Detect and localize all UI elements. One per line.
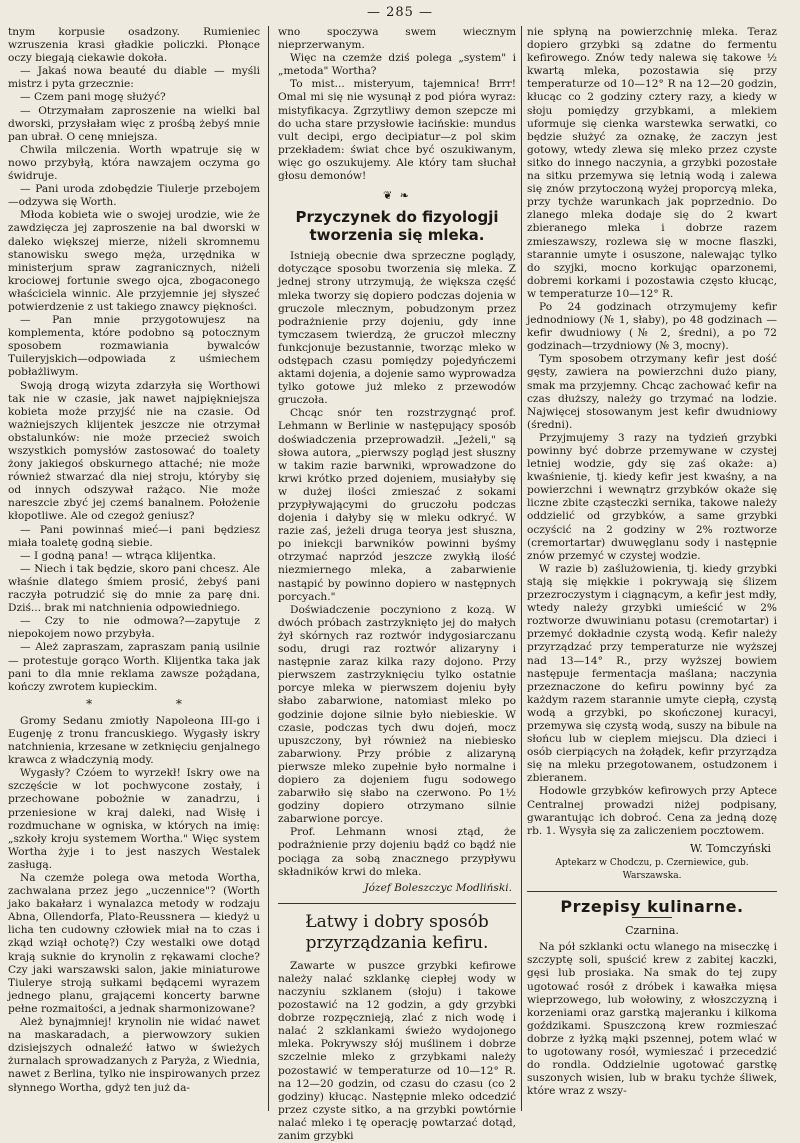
paragraph: — Pani uroda zdobędzie Tiulerje przebojem—odzywa się Worth. [8, 183, 260, 209]
paragraph: Wygasły? Czóem to wyrzekł! Iskry owe na szczęście w lot pochwycone zostały, i przechowane pobożnie w zanadrzu, i przeniesione w kraj daleki, nad Wisłę i rozdmuchane w ogniska, w których na imię: „szkoły kroju systemem Wortha." Więc system Wortha żyje i to jest naszych Westalek zasługą. [8, 767, 260, 871]
article-title-kefir: Łatwy i dobry sposób przyrządzania kefiru. [305, 911, 489, 953]
paragraph: — Czem pani mogę służyć? [20, 91, 166, 104]
paragraph: Młoda kobieta wie o swojej urodzie, wie że zawdzięcza jej zaproszenie na bal dworski w daleko większej mierze, niżeli skromnemu stanowisku swego męża, urzędnika w ministerjum spraw zagranicznych, niżeli krociowej fortunie swego ojca, zbogaconego właściciela winnic. Ale przyjemnie jej słyszeć potwierdzenie z ust takiego znawcy piękności. [8, 209, 260, 313]
paragraph: — Ależ zapraszam, zapraszam panią usilnie — protestuje gorąco Worth. Klijentka taka jak pani to dla mnie reklama zawsze pożądana, kończy zwrotem kupieckim. [8, 641, 260, 693]
paragraph: Tym sposobem otrzymany kefir jest dość gęsty, zawiera na powierzchni dużo piany, smak ma przyjemny. Chcąc zachować kefir na czas dłuższy, należy go trzymać na lodzie. Najwięcej stosowanym jest kefir dwudniowy (średni). [527, 353, 777, 431]
paragraph: — Jakaś nowa beauté du diable — myśli mistrz i pyta grzecznie: [8, 65, 260, 91]
paragraph: Doświadczenie poczyniono z kozą. W dwóch próbach zastrzyknięto jej do małych żył skórnych raz roztwór indygosiarczanu sodu, drugi raz roztwór alizaryny i następnie zaraz kilka razy dojono. Przy pierwszem zastrzyknięciu tylko ostatnie porcye mleka w pierwszem dojeniu były słabo zabarwione, natomiast mleko po godzinie dojone silnie było niebieskie. W czasie, podczas tych dwu dojeń, mocz upuszczony, był również na niebiesko zabarwiony. Przy próbie z alizaryną pierwsze mleko zupełnie było normalne i dopiero za dojeniem fugu sodowego zabarwiło się słabo na czerwono. Po 1½ godziny dopiero otrzymano silnie zabarwione porcye. [278, 603, 516, 826]
recipe-name: Czarnina. [625, 924, 679, 938]
paragraph: — Pani powinnaś mieć—i pani będziesz miała toaletę godną siebie. [8, 523, 260, 549]
paragraph: To mist... misteryum, tajemnica! Brrr! Omal mi się nie wysunął z pod pióra wyraz: mistyfikacya. Zgrzytliwy demon szepcze mi do ucha stare przysłowie łacińskie: mundus vult decipi, ergo decipiatur—z pol skim przekładem: świat chce być oszukiwanym, więc go oszukujemy. Ale który tam słuchał głosu demonów! [278, 78, 516, 183]
paragraph: — Niech i tak będzie, skoro pani chcesz. Ale właśnie dlatego śmiem prosić, żebyś pani raczyła potrudzić się do mnie za parę dni. Dziś... brak mi natchnienia odpowiedniego. [8, 562, 260, 615]
section-divider-stars: * * [86, 696, 222, 711]
paragraph: Przyjmujemy 3 razy na tydzień grzybki powinny być dobrze przemywane w czystej letniej wodzie, gdy się zaś okaże: a) kwaśnienie, tj. kiedy kefir jest kwaśny, a na powierzchni i wewnątrz grzybków okaże się liczne zbite cząsteczki sernika, takowe należy oddzielić od grzybków, a same grzybki oczyścić na 2 godziny w 2% roztworze (cremortartar) dwuwęglanu sody i następnie znów przemyć w czystej wodzie. [527, 431, 777, 562]
paragraph: W razie b) zaślużowienia, tj. kiedy grzybki stają się miękkie i pokrywają się ślizem przezroczystym i ciągnącym, a kefir jest mdły, wtedy należy grzybki umieścić w 2% roztworze dwuwinianu potasu (cremotartar) i przemyć dokładnie czystą wodą. Kefir należy przyrządzać przy temperaturze nie wyższej nad 13—14° R., przy wyższej bowiem następuje fermentacja maślana; naczynia przeznaczone do kefiru powinny być za każdym razem starannie umyte ciepłą, czystą wodą a grzybki, po skończonej kuracyi, przemywa się czystą wodą, suszy na bibule na słońcu lub w cieplem miejscu. Dla dzieci i osób cierpiących na żołądek, kefir przyrządza się na mleku przegotowanem, ostudzonem i zbieranem. [527, 562, 777, 785]
paragraph: Więc na czemże dziś polega „system" i „metoda" Wortha? [278, 52, 516, 78]
paragraph: tnym korpusie osadzony. Rumieniec wzruszenia krasi gładkie policzki. Płonące oczy biegają ciekawie dokoła. [8, 26, 260, 65]
ornament-divider: ❦ ❧ [383, 189, 411, 203]
paragraph: Ależ bynajmniej! krynolin nie widać nawet na maskaradach, a pierwowzory sukien dzisiejszych odnaleźć łatwo w świeżych żurnalach sprowadzanych z Paryża, z Wiednia, nawet z Berlina, tylko nie inspirowanych przez słynnego Wortha, gdyż ten już da- [8, 1016, 260, 1094]
column-left [8, 26, 260, 1111]
article-author: Józef Boleszczyc Modliński. [364, 881, 512, 894]
paragraph: nie spłyną na powierzchnię mleka. Teraz dopiero grzybki są zdatne do fermentu kefirowego. Znów tedy nalewa się takowe ½ kwartą mleka, pozostawia się przy temperaturze od 10—12° R na 12—20 godzin, kłucąc co 2 godziny cztery razy, a kiedy w słoju pomiędzy grzybkami, a mlekiem uformuje się cienka warstewka serwatki, co będzie służyć za oznakę, że zaczyn jest gotowy, wtedy zlewa się mleko przez czyste sitko do innego naczynia, a grzybki pozostałe na sitku przemywa się letnią wodą i zalewa się znów przytoczoną wyżej proporcyą mleka, przy tychże warunkach jak poprzednio. Do zlanego mleka dodaje się do 2 kwart zbieranego mleka i dobrze razem zmieszawszy, rozlewa się w mocne flaszki, starannie umyte i osuszone, nalewając tylko do szyjki, mocno korkując oparzonemi, dobremi korkami i pozostawia często kłucąc, w temperaturze 10—12° R. [527, 26, 777, 300]
signature-address: Aptekarz w Chodczu, p. Czerniewice, gub. Warszawska. [555, 857, 749, 881]
paragraph: — Otrzymałam zaproszenie na wielki bal dworski, przysłałam więc z prośbą żebyś mnie pan ubrał. O cenę mniejsza. [8, 104, 260, 143]
paragraph: Na czemże polega owa metoda Wortha, zachwalana przez jego „uczennice"? (Worth jako bakałarz i wynalazca metody w rodzaju Abna, Ollendorfa, Plato-Reussnera — kiedyż u licha ten cudowny człowiek miał na to czas i zkąd wziął ochotę?) Czy westalki owe dotąd krają suknie do krynolin z rękawami cloche? Czy jaki warszawski salon, jakie miniaturowe Tiulerye stroją sułkami będącemi wyrazem jednego planu, grającemi koncerty barwne pełne rozmaitości, a jednak sharmonizowane? [8, 872, 260, 1015]
section-title-recipes: Przepisy kulinarne. [560, 897, 744, 917]
paragraph: — I godną pana! — wtrąca klijentka. [20, 549, 217, 562]
paragraph: Chcąc snór ten rozstrzygnąć prof. Lehmann w Berlinie w następujący sposób doświadczenia przeprowadził. „Jeżeli," są słowa autora, „pierwszy pogląd jest słuszny w takim razie barwniki, wprowadzone do krwi krótko przed dojeniem, musiałyby się w dużej ilości zmieszać z sokami przypływającymi do gruczołu podczas dojenia i dałyby się w mleku odkryć. W razie zaś, jeżeli druga teorya jest słuszna, po iniekcji barwników powinni byśmy otrzymać naprzód jeszcze zwykłą ilość niezmiernego mleka, a zabarwienie nastąpić by powinno dopiero w następnych porcyach." [278, 407, 516, 603]
article-title-milk: Przyczynek do fizyologji tworzenia się mleka. [295, 208, 499, 245]
column-rule [268, 26, 269, 1111]
divider [278, 903, 516, 904]
signature: W. Tomczyński [690, 841, 771, 855]
paragraph: Chwila milczenia. Worth wpatruje się w nowo przybyłą, która nawzajem oczyma go świdruje. [8, 143, 260, 183]
paragraph: Hodowle grzybków kefirowych przy Aptece Centralnej prowadzi niżej podpisany, gwarantując ich dobroć. Cena za jedną dozę rb. 1. Wysyła się za zaliczeniem pocztowem. [527, 785, 777, 837]
paragraph: Po 24 godzinach otrzymujemy kefir jednodniowy (№ 1, słaby), po 48 godzinach —kefir dwudniowy (№ 2, średni), a po 72 godzinach—trzydniowy (№ 3, mocny). [527, 300, 777, 353]
column-right [527, 26, 777, 1111]
paragraph: Gromy Sedanu zmiotły Napoleona III-go i Eugenję z tronu francuskiego. Wygasły iskry natchnienia, krzesane w zetknięciu genjalnego krawca z władczynią mody. [8, 714, 260, 767]
paragraph: Na pół szklanki octu wlanego na miseczkę i szczyptę soli, spuścić krew z zabitej kaczki, gęsi lub prosiaka. Na smak do tej zupy ugotować rosół z dróbek i kawałka mięsa wieprzowego, lub wołowiny, z włoszczyzną i korzeniami oraz garstką majeranku i kilkoma goździkami. Spuszczoną krew rozmieszać dobrze z łyżką mąki pszennej, potem wlać w to ugotowany rosół, wymieszać i przecedzić do rondla. Oddzielnie ugotować garstkę suszonych wisien, lub w braku tychże śliwek, które wraz z wszy- [527, 941, 777, 1098]
paragraph: Prof. Lehmann wnosi ztąd, że podrażnienie przy dojeniu bądź co bądź nie pociąga za sobą znacznego przypływu składników krwi do mleka. [278, 826, 516, 878]
paragraph: Istnieją obecnie dwa sprzeczne poglądy, dotyczące sposobu tworzenia się mleka. Z jednej strony utrzymują, że większa część mleka tworzy się dopiero podczas dojenia w gruczole mlecznym, pobudzonym przez podrażnienie przy dojeniu, gdy inne tymczasem twierdzą, że gruczoł mleczny funkcjonuje bezustannie, tworząc mleko w odstępach czasu pomiędzy pojedyńczemi aktami dojenia, a dojenie samo wyprowadza tylko gotowe już mleko z przewodów gruczoła. [278, 250, 516, 407]
page-number: — 285 — [366, 5, 434, 20]
column-rule [521, 26, 522, 1111]
paragraph: — Czy to nie odmowa?—zapytuje z niepokojem nowo przybyła. [8, 615, 260, 641]
paragraph: wno spoczywa swem wiecznym nieprzerwanym. [278, 26, 516, 52]
paragraph: Zawarte w puszce grzybki kefirowe należy nalać szklankę ciepłej wody w naczyniu szklanem (słoju) i takowe pozostawić na 12 godzin, a gdy grzybki dobrze rozpęcznieją, zlać z nich wodę i nalać 2 szklankami świeżo wydojonego mleka. Pokrywszy słój muślinem i dobrze szczelnie mleko z grzybkami należy pozostawić w temperaturze od 10—12° R. na 12—20 godzin, od czasu do czasu (co 2 godziny) kłucąc. Następnie mleko odcedzić przez czyste sitko, a na grzybki powtórnie nalać mleko i tę operację powtarzać dotąd, zanim grzybki [278, 959, 516, 1143]
short-divider [632, 917, 672, 918]
paragraph: — Pan mnie przygotowujesz na komplementa, które podobno są potocznym sposobem rozmawiania bywalców Tuileryjskich—odpowiada z uśmiechem pobłażliwym. [8, 314, 260, 379]
divider [527, 891, 777, 892]
paragraph: Swoją drogą wizyta zdarzyła się Worthowi tak nie w czasie, jak nawet najpiękniejsza kobieta może przyjść nie na czasie. Od ważniejszych klijentek jeszcze nie otrzymał obstalunków: nie może przecież swoich wszystkich pomysłów zastosować do toalety żony jakiegoś obskurnego attaché; nie może również stwarzać dla niej stroju, któryby się od innych odszywał rażąco. Nie może nareszcie zbyć jej czemś banalnem. Położenie kłopotliwe. Ale od czegoż geniusz? [8, 379, 260, 523]
column-middle [278, 26, 516, 1143]
